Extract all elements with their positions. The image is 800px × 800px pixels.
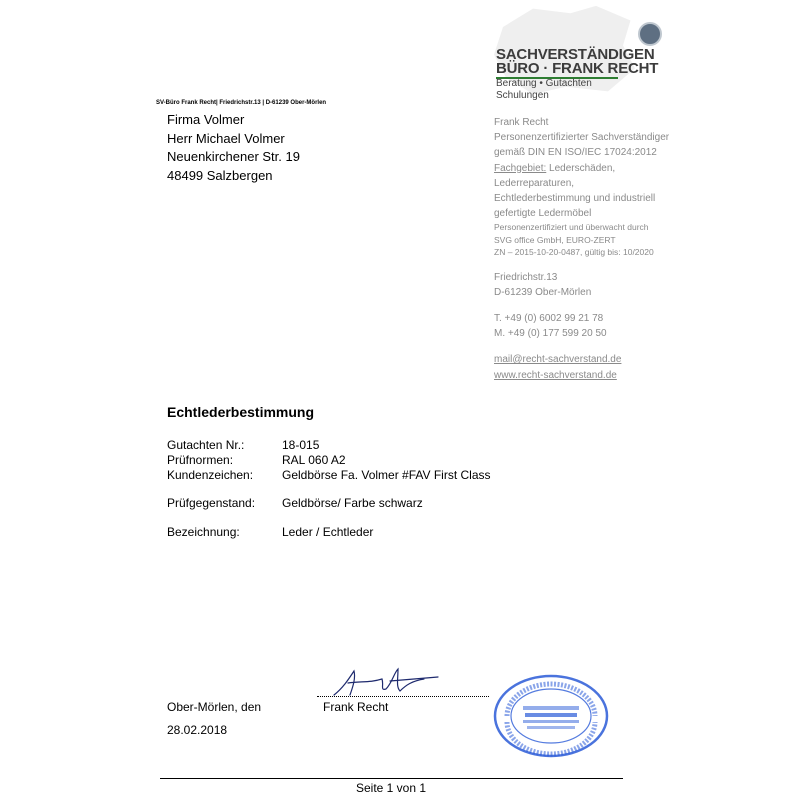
- sidebar-mobile: M. +49 (0) 177 599 20 50: [494, 328, 607, 340]
- company-logo: [480, 4, 660, 100]
- sidebar-small-1: Personenzertifiziert und überwacht durch: [494, 222, 649, 233]
- gutachten-value: 18-015: [282, 438, 320, 452]
- sidebar-cert-1: Personenzertifizierter Sachverständiger: [494, 132, 670, 144]
- pruefnormen-label: Prüfnormen:: [167, 453, 234, 467]
- recipient-street: Neuenkirchener Str. 19: [167, 149, 300, 164]
- document-title: Echtlederbestimmung: [167, 404, 315, 420]
- logo-line-3: Beratung • Gutachten: [496, 78, 592, 89]
- sidebar-cert-2: gemäß DIN EN ISO/IEC 17024:2012: [494, 147, 657, 159]
- sidebar-web-link[interactable]: www.recht-sachverstand.de: [494, 369, 617, 381]
- bezeichnung-value: Leder / Echtleder: [282, 525, 374, 539]
- sidebar-street: Friedrichstr.13: [494, 271, 558, 283]
- recipient-company: Firma Volmer: [167, 112, 245, 127]
- footer-divider: [160, 778, 623, 779]
- sidebar-field-label: Fachgebiet:: [494, 162, 547, 174]
- sidebar-name: Frank Recht: [494, 117, 549, 128]
- sidebar-field-3: Echtlederbestimmung und industriell: [494, 193, 656, 205]
- kundenzeichen-value: Geldbörse Fa. Volmer #FAV First Class: [282, 468, 491, 482]
- logo-line-1: SACHVERSTÄNDIGEN: [496, 46, 655, 63]
- handwritten-signature: [330, 665, 440, 699]
- certification-stamp: [493, 672, 613, 758]
- recipient-address: [167, 111, 300, 185]
- logo-line-2: BÜRO · FRANK RECHT: [496, 60, 659, 77]
- gutachten-label: Gutachten Nr.:: [167, 438, 245, 452]
- signer-name: Frank Recht: [323, 700, 389, 714]
- page-number: Seite 1 von 1: [355, 781, 427, 795]
- sidebar-field-text-1: Lederschäden,: [546, 162, 616, 174]
- recipient-person: Herr Michael Volmer: [167, 130, 285, 146]
- sidebar-small-3: ZN – 2015-10-20-0487, gültig bis: 10/2020: [494, 247, 654, 258]
- recipient-city: 48499 Salzbergen: [167, 167, 273, 183]
- sender-return-address: SV-Büro Frank Recht| Friedrichstr.13 | D-61239 Ober-Mörlen: [156, 100, 327, 106]
- pruefgegenstand-value: Geldbörse/ Farbe schwarz: [282, 496, 423, 510]
- sidebar-city: D-61239 Ober-Mörlen: [494, 286, 592, 298]
- quality-seal-icon: [638, 22, 662, 46]
- place-date-label: Ober-Mörlen, den: [167, 700, 262, 714]
- sidebar-field-line-1: [494, 161, 734, 176]
- logo-line-4: Schulungen: [496, 90, 549, 101]
- document-date: 28.02.2018: [167, 723, 228, 737]
- pruefnormen-value: RAL 060 A2: [282, 453, 346, 467]
- sidebar-email-link[interactable]: mail@recht-sachverstand.de: [494, 354, 622, 366]
- sidebar-small-2: SVG office GmbH, EURO-ZERT: [494, 234, 616, 245]
- pruefgegenstand-label: Prüfgegenstand:: [167, 496, 256, 510]
- sender-info-sidebar: [494, 115, 734, 383]
- bezeichnung-label: Bezeichnung:: [167, 525, 240, 539]
- sidebar-phone: T. +49 (0) 6002 99 21 78: [494, 313, 604, 325]
- sidebar-field-4: gefertigte Ledermöbel: [494, 208, 592, 220]
- sidebar-field-2: Lederreparaturen,: [494, 177, 575, 189]
- kundenzeichen-label: Kundenzeichen:: [167, 468, 254, 482]
- signature-line: [317, 696, 489, 697]
